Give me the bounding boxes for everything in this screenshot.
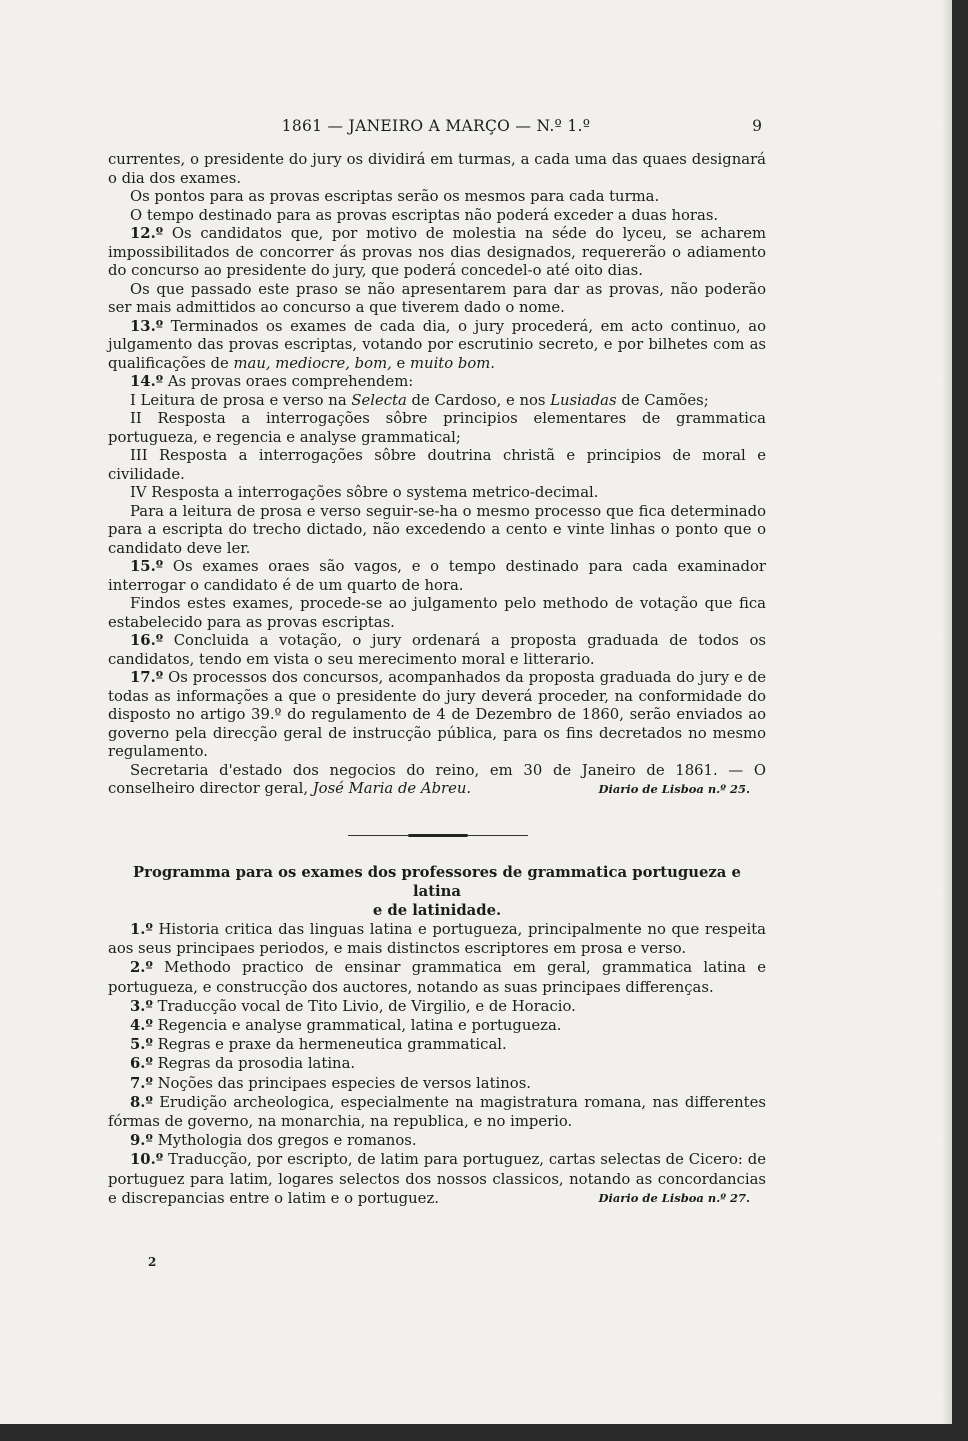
article-number: 13.º <box>130 317 164 335</box>
article-text: Os candidatos que, por motivo de molestia na séde do lyceu, se acharem impossibilitados de concorrer ás provas nos dias designados, requererão o adiamento do concurso ao presidente do jury, que poderá concedel-o até oito dias. <box>108 225 766 279</box>
programme-title-line-2: e de latinidade. <box>372 902 502 919</box>
text: I Leitura de prosa e verso na <box>130 391 347 409</box>
signatory-name: José Maria de Abreu. <box>312 780 472 797</box>
running-title: 1861 — JANEIRO A MARÇO — N.º 1.º <box>281 117 591 135</box>
item-text: Regencia e analyse grammatical, latina e portugueza. <box>157 1017 562 1035</box>
paragraph: O tempo destinado para as provas escriptas não poderá exceder a duas horas. <box>130 206 719 224</box>
article-17 <box>108 669 766 762</box>
paragraph: currentes, o presidente do jury os dividirá em turmas, a cada uma das quaes designará o dia dos exames. <box>108 151 766 187</box>
item-number: 6.º <box>130 1055 153 1073</box>
page-header <box>106 117 766 139</box>
article-15 <box>108 558 766 595</box>
article-text: Concluida a votação, o jury ordenará a proposta graduada de todos os candidatos, tendo em vista o seu merecimento moral e litterario. <box>108 632 766 668</box>
closing-text: Secretaria d'estado dos negocios do reino, em 30 de Janeiro de 1861. — O conselheiro director geral, <box>108 761 766 797</box>
paragraph: Os que passado este praso se não apresentarem para dar as provas, não poderão ser mais admittidos ao concurso a que tiverem dado o nome. <box>108 280 766 316</box>
programme-title <box>108 863 766 920</box>
article-number: 12.º <box>130 225 164 242</box>
text: de Cardoso, e nos <box>411 391 546 409</box>
article-number: 15.º <box>130 558 164 575</box>
item-text: Traducção vocal de Tito Livio, de Virgilio, e de Horacio. <box>157 997 576 1015</box>
item-text: Methodo practico de ensinar grammatica em geral, grammatica latina e portugueza, e construcção dos auctores, notando as suas principaes differenças. <box>108 959 766 996</box>
item-text: Traducção, por escripto, de latim para portuguez, cartas selectas de Cicero: de portuguez para latim, logares selectos dos nossos classicos, notando as concordancias e discrepancias entre o latim e o portuguez. <box>108 1151 766 1207</box>
paragraph: Para a leitura de prosa e verso seguir-se-ha o mesmo processo que fica determinado para a escripta do trecho dictado, não excedendo a cento e vinte linhas o ponto que o candidato deve ler. <box>108 502 766 557</box>
item-text: Regras da prosodia latina. <box>157 1055 356 1073</box>
list-item <box>108 1016 766 1035</box>
list-item-metric: IV Resposta a interrogações sôbre o systema metrico-decimal. <box>130 484 599 501</box>
item-text: Erudição archeologica, especialmente na magistratura romana, nas differentes fórmas de governo, na monarchia, na republica, e no imperio. <box>108 1093 766 1131</box>
item-number: 1.º <box>130 921 153 938</box>
list-item <box>108 1150 766 1208</box>
list-item <box>108 1093 766 1131</box>
item-number: 4.º <box>130 1017 153 1035</box>
programme-title-line-1: Programma para os exames dos professores de grammatica portugueza e latina <box>133 864 741 900</box>
article-text: As provas oraes comprehendem: <box>167 373 414 390</box>
book-lusiadas: Lusiadas <box>550 391 617 409</box>
article-text: Os processos dos concursos, acompanhados da proposta graduada do jury e de todas as informações a que o presidente do jury deverá proceder, na conformidade do disposto no artigo 39.º do regulamento de 4 de Dezembro de 1860, serão enviados ao governo pela direcção geral de instrucção pública, para os fins decretados no mesmo regulamento. <box>108 669 766 760</box>
grade-last: muito bom. <box>410 354 495 372</box>
item-number: 10.º <box>130 1151 164 1169</box>
article-16 <box>108 632 766 669</box>
section-divider <box>348 834 528 838</box>
list-item <box>108 1074 766 1093</box>
article-13 <box>108 318 766 374</box>
item-text: Historia critica das linguas latina e portugueza, principalmente no que respeita aos seus principaes periodos, e mais distinctos escriptores em prosa e verso. <box>108 921 766 958</box>
list-item <box>108 1054 766 1073</box>
list-item <box>108 920 766 958</box>
conjunction: e <box>396 354 406 372</box>
list-item-reading <box>108 392 766 411</box>
list-item <box>108 958 766 996</box>
paragraph: Findos estes exames, procede-se ao julgamento pelo methodo de votação que fica estabelecido para as provas escriptas. <box>108 595 766 631</box>
decree-text <box>108 151 766 799</box>
programme-list <box>108 920 766 1208</box>
article-12 <box>108 225 766 281</box>
list-item-doctrine: III Resposta a interrogações sôbre doutrina christã e principios de moral e civilidade. <box>108 447 766 483</box>
article-number: 14.º <box>130 373 164 390</box>
item-text: Mythologia dos gregos e romanos. <box>157 1132 417 1150</box>
list-item-grammar: II Resposta a interrogações sôbre principios elementares de grammatica portugueza, e regencia e analyse grammatical; <box>108 410 766 446</box>
item-text: Noções das principaes especies de versos latinos. <box>157 1074 531 1092</box>
article-14 <box>108 373 766 392</box>
item-text: Regras e praxe da hermeneutica grammatical. <box>157 1036 507 1054</box>
item-number: 2.º <box>130 959 153 977</box>
list-item <box>108 1131 766 1150</box>
grades-text: mau, mediocre, bom, <box>233 354 392 372</box>
source-citation: Diario de Lisboa n.º 25. <box>598 782 750 796</box>
article-number: 17.º <box>130 669 164 686</box>
item-number: 3.º <box>130 997 153 1015</box>
book-selecta: Selecta <box>351 391 407 409</box>
item-number: 5.º <box>130 1036 153 1054</box>
item-number: 8.º <box>130 1093 153 1111</box>
list-item <box>108 997 766 1016</box>
page-number: 9 <box>752 117 762 135</box>
article-number: 16.º <box>130 632 164 649</box>
paragraph: Os pontos para as provas escriptas serão os mesmos para cada turma. <box>130 188 660 205</box>
article-text: Os exames oraes são vagos, e o tempo destinado para cada examinador interrogar o candidato é de um quarto de hora. <box>108 558 766 594</box>
article-text: Terminados os exames de cada dia, o jury procederá, em acto continuo, ao julgamento das provas escriptas, votando por escrutinio secreto, e por bilhetes com as qualificações de <box>108 317 766 372</box>
source-citation: Diario de Lisboa n.º 27. <box>598 1190 750 1205</box>
item-number: 9.º <box>130 1132 153 1150</box>
closing-paragraph <box>108 762 766 799</box>
list-item <box>108 1035 766 1054</box>
text: de Camões; <box>621 391 709 409</box>
signature-mark: 2 <box>148 1255 157 1269</box>
item-number: 7.º <box>130 1074 153 1092</box>
